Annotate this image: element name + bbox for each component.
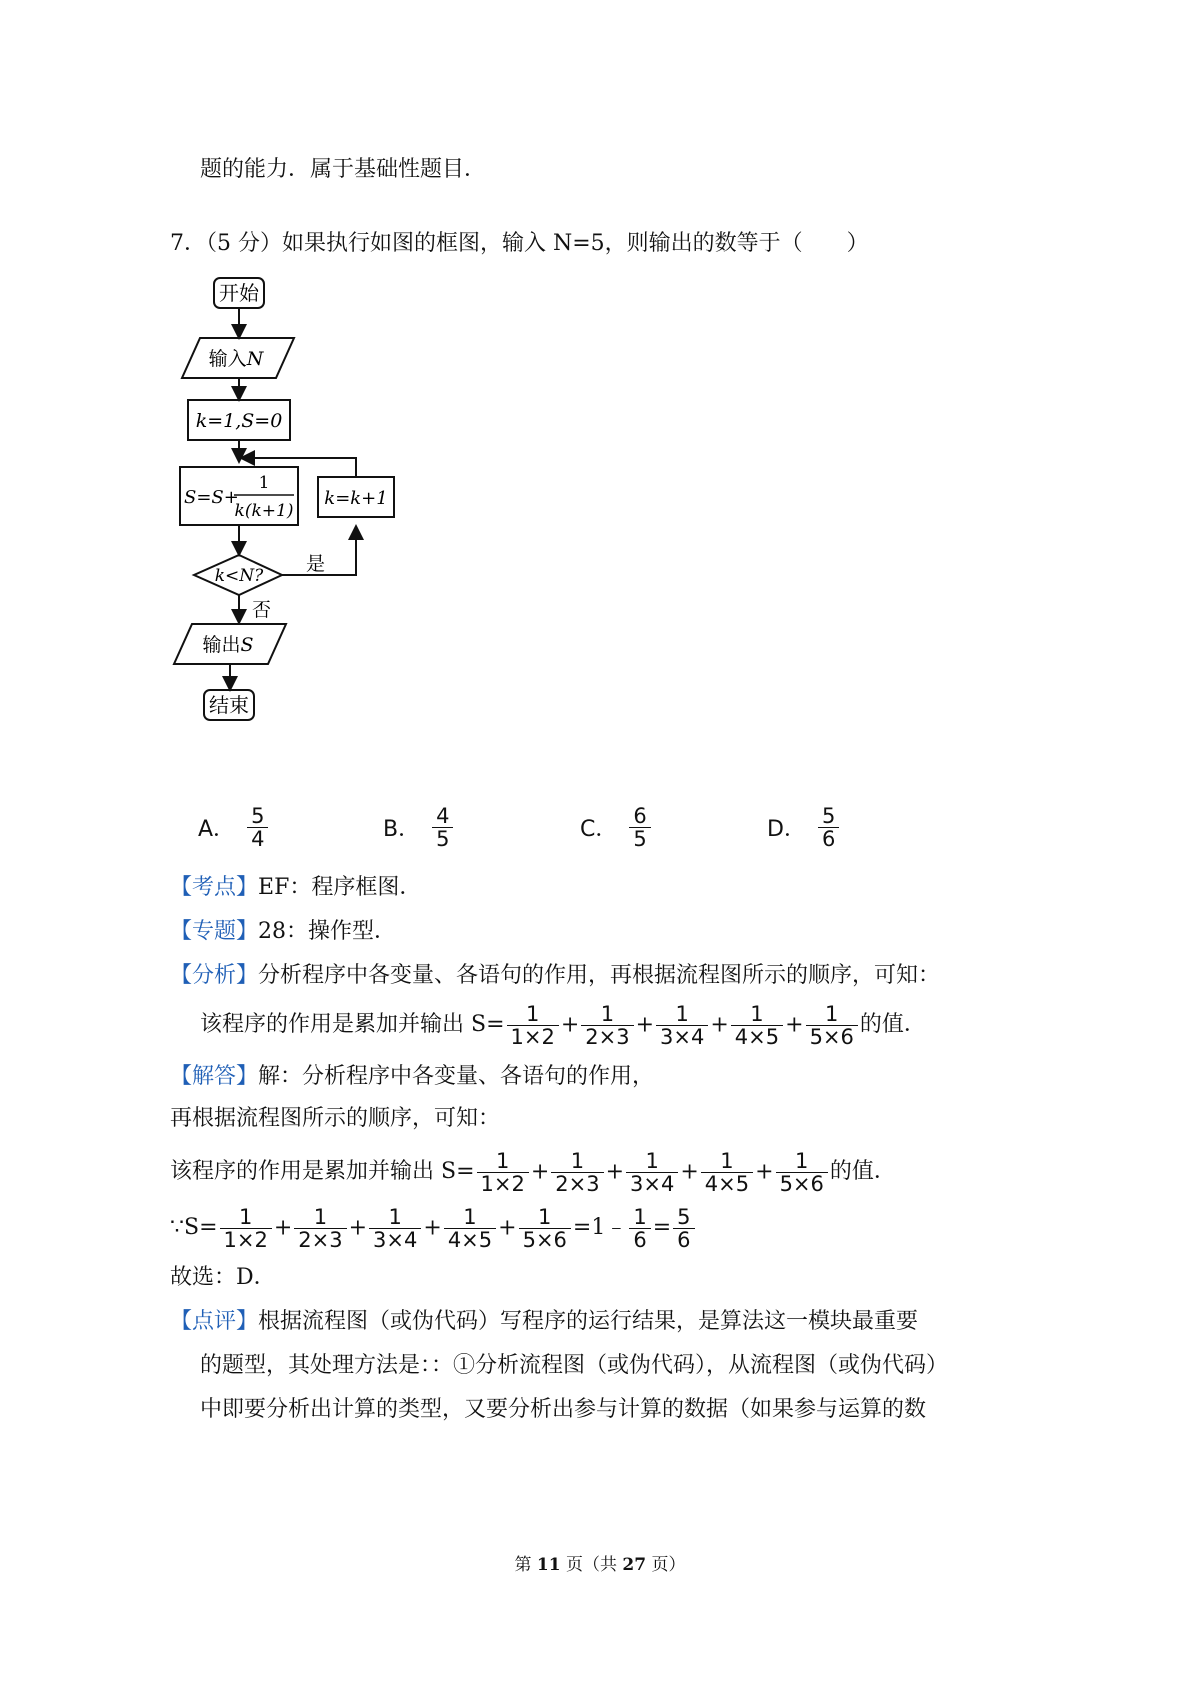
sum-term-fraction: $\frac{1}{2\times 3}$ [294, 1206, 346, 1251]
fenxi-text: 分析程序中各变量、各语句的作用，再根据流程图所示的顺序，可知： [258, 963, 941, 988]
sum-term-fraction: $\frac{1}{4\times 5}$ [701, 1150, 753, 1195]
dianping-text-1: 根据流程图（或伪代码）写程序的运行结果，是算法这一模块最重要 [258, 1309, 919, 1334]
choice-b [383, 805, 455, 850]
flow-end-label: 结束 [209, 693, 249, 717]
plus-sign: + [785, 1012, 804, 1037]
jieda-result-fraction: $\frac{5}{6}$ [673, 1206, 694, 1251]
question-stem [170, 228, 869, 260]
jieda-because-expression [218, 1206, 573, 1251]
jieda-line-2: 再根据流程图所示的顺序，可知： [170, 1106, 501, 1131]
zhuanti-line [170, 916, 396, 948]
dianping-line-1 [170, 1306, 918, 1338]
choice-d-fraction: $\frac{5}{6}$ [818, 805, 839, 850]
sum-term-fraction: $\frac{1}{5\times 6}$ [806, 1003, 858, 1048]
choice-c-label: C． [580, 817, 618, 842]
flow-condition-label: k<N? [214, 566, 264, 586]
dianping-line-2: 的题型，其处理方法是：：①分析流程图（或伪代码），从流程图（或伪代码） [200, 1353, 949, 1378]
fenxi-line-2 [200, 1000, 926, 1050]
page-footer [0, 1550, 1200, 1575]
kaodian-text: EF：程序框图． [258, 875, 422, 900]
flow-increment-label: k=k+1 [324, 488, 388, 509]
fenxi-sum-suffix: 的值． [859, 1012, 926, 1037]
choice-a-fraction: $\frac{5}{4}$ [247, 805, 268, 850]
flow-update-lhs: S=S+ [184, 487, 239, 508]
footer-total: 27 [622, 1555, 647, 1575]
choice-c [580, 805, 653, 850]
jieda-sum-prefix: 该程序的作用是累加并输出 S= [170, 1159, 475, 1184]
plus-sign: + [605, 1159, 625, 1184]
choice-c-fraction: $\frac{6}{5}$ [629, 805, 650, 850]
jieda-result-mid: =1﹣ [572, 1215, 628, 1240]
jieda-last-fraction: $\frac{1}{6}$ [629, 1206, 650, 1251]
sum-term-fraction: $\frac{1}{2\times 3}$ [551, 1150, 603, 1195]
sum-term-fraction: $\frac{1}{1\times 2}$ [220, 1206, 272, 1251]
zhuanti-text: 28：操作型． [258, 919, 397, 944]
fenxi-sum-prefix: 该程序的作用是累加并输出 S= [200, 1012, 505, 1037]
sum-term-fraction: $\frac{1}{1\times 2}$ [477, 1150, 529, 1195]
flow-input-label: 输入N [208, 348, 264, 370]
choice-d [767, 805, 841, 850]
choice-b-fraction: $\frac{4}{5}$ [432, 805, 453, 850]
sum-term-fraction: $\frac{1}{5\times 6}$ [519, 1206, 571, 1251]
footer-mid: 页（共 [560, 1555, 623, 1575]
choice-a [198, 805, 270, 850]
plus-sign: + [423, 1215, 442, 1240]
intro-tail: 题的能力．属于基础性题目． [200, 157, 487, 182]
fenxi-sum-expression [505, 1003, 860, 1048]
sum-term-fraction: $\frac{1}{2\times 3}$ [581, 1003, 633, 1048]
sum-term-fraction: $\frac{1}{4\times 5}$ [731, 1003, 783, 1048]
flow-no-label: 否 [252, 599, 272, 621]
plus-sign: + [635, 1012, 655, 1037]
flow-init-label: k=1,S=0 [195, 410, 283, 432]
dianping-line-3: 中即要分析出计算的类型，又要分析出参与计算的数据（如果参与运算的数 [200, 1397, 927, 1422]
jieda-sum-suffix: 的值． [829, 1159, 896, 1184]
choice-a-label: A． [198, 817, 236, 842]
sum-term-fraction: $\frac{1}{3\times 4}$ [369, 1206, 421, 1251]
flow-update-num: 1 [258, 473, 270, 493]
question-score: （5 分） [206, 231, 282, 256]
flowchart [170, 270, 430, 790]
question-text: 如果执行如图的框图，输入 N=5，则输出的数等于（ ） [282, 231, 869, 256]
choice-d-label: D． [767, 817, 806, 842]
dianping-tag: 【点评】 [170, 1309, 259, 1334]
plus-sign: + [560, 1012, 580, 1037]
kaodian-tag: 【考点】 [170, 875, 259, 900]
jieda-sum-expression [475, 1150, 830, 1195]
sum-term-fraction: $\frac{1}{3\times 4}$ [656, 1003, 708, 1048]
question-number: 7． [170, 231, 206, 256]
flow-start-label: 开始 [219, 281, 259, 305]
kaodian-line [170, 872, 421, 904]
flow-update-den: k(k+1) [234, 501, 294, 521]
sum-term-fraction: $\frac{1}{1\times 2}$ [507, 1003, 559, 1048]
plus-sign: + [755, 1159, 774, 1184]
sum-term-fraction: $\frac{1}{3\times 4}$ [626, 1150, 678, 1195]
footer-page: 11 [536, 1555, 561, 1575]
jieda-line-4 [170, 1203, 697, 1253]
jieda-result-eq: = [652, 1215, 672, 1240]
sum-term-fraction: $\frac{1}{4\times 5}$ [444, 1206, 496, 1251]
plus-sign: + [680, 1159, 699, 1184]
flow-yes-label: 是 [306, 553, 326, 575]
footer-prefix: 第 [514, 1555, 537, 1575]
fenxi-line-1 [170, 960, 940, 992]
flow-output-label: 输出S [202, 634, 254, 656]
plus-sign: + [348, 1215, 368, 1240]
jieda-because-prefix: ∵S= [170, 1215, 218, 1240]
jieda-line-3 [170, 1147, 896, 1197]
jieda-line-1 [170, 1061, 654, 1093]
sum-term-fraction: $\frac{1}{5\times 6}$ [776, 1150, 828, 1195]
fenxi-tag: 【分析】 [170, 963, 259, 988]
plus-sign: + [710, 1012, 729, 1037]
footer-suffix: 页） [646, 1555, 686, 1575]
jieda-text-1: 解：分析程序中各变量、各语句的作用， [258, 1064, 655, 1089]
jieda-tag: 【解答】 [170, 1064, 259, 1089]
jieda-conclusion: 故选：D． [170, 1265, 276, 1290]
plus-sign: + [530, 1159, 550, 1184]
plus-sign: + [273, 1215, 293, 1240]
plus-sign: + [498, 1215, 517, 1240]
zhuanti-tag: 【专题】 [170, 919, 259, 944]
choice-b-label: B． [383, 817, 421, 842]
